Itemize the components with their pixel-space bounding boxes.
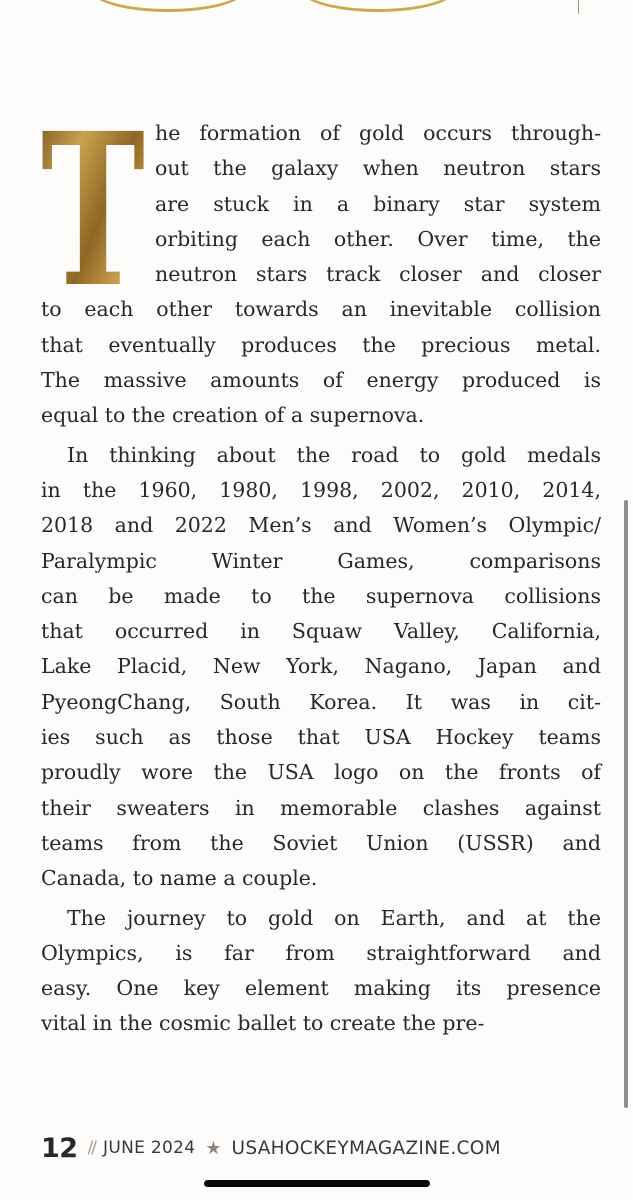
- text-line: Canada, to name a couple.: [41, 866, 318, 891]
- gold-arc-ornament: [300, 0, 456, 12]
- paragraph: [41, 438, 601, 897]
- text-line: teams from the Soviet Union (USSR) and: [41, 830, 601, 855]
- text-line: orbiting each other. Over time, the: [155, 226, 601, 251]
- text-line: their sweaters in memorable clashes against: [41, 795, 601, 820]
- text-line: In thinking about the road to gold medals: [67, 442, 601, 467]
- text-line: ies such as those that USA Hockey teams: [41, 725, 601, 750]
- page-footer: [41, 1133, 611, 1163]
- website-url: USAHOCKEYMAGAZINE.COM: [231, 1137, 501, 1159]
- text-line: The journey to gold on Earth, and at the: [67, 905, 601, 930]
- text-line: are stuck in a binary star system: [155, 191, 601, 216]
- text-line: out the galaxy when neutron stars: [155, 156, 601, 181]
- text-line: to each other towards an inevitable collision: [41, 297, 601, 322]
- text-line: vital in the cosmic ballet to create the pre-: [41, 1011, 485, 1036]
- text-line: The massive amounts of energy produced is: [41, 368, 601, 393]
- text-line: Lake Placid, New York, Nagano, Japan and: [41, 654, 601, 679]
- text-line: that eventually produces the precious metal.: [41, 332, 601, 357]
- text-line: in the 1960, 1980, 1998, 2002, 2010, 2014,: [41, 477, 601, 502]
- text-line: neutron stars track closer and closer: [155, 262, 601, 287]
- issue-date: JUNE 2024: [103, 1138, 196, 1158]
- page-number: 12: [41, 1132, 78, 1164]
- text-line: that occurred in Squaw Valley, California,: [41, 619, 601, 644]
- top-decoration: [0, 0, 633, 14]
- text-line: easy. One key element making its presence: [41, 976, 601, 1001]
- text-line: PyeongChang, South Korea. It was in cit-: [41, 689, 601, 714]
- text-line: Paralympic Winter Games, comparisons: [41, 548, 601, 573]
- star-icon: ★: [205, 1137, 222, 1159]
- divider: [578, 0, 579, 14]
- drop-cap-letter: T: [41, 87, 145, 334]
- separator: //: [87, 1138, 96, 1158]
- text-line: 2018 and 2022 Men’s and Women’s Olympic/: [41, 513, 601, 538]
- gold-arc-ornament: [90, 0, 246, 12]
- drop-cap: [41, 87, 145, 334]
- scrollbar[interactable]: [624, 500, 628, 1108]
- text-line: he formation of gold occurs through-: [155, 121, 601, 145]
- text-line: can be made to the supernova collisions: [41, 583, 601, 608]
- text-line: proudly wore the USA logo on the fronts of: [41, 760, 601, 785]
- text-line: equal to the creation of a supernova.: [41, 403, 425, 428]
- text-line: Olympics, is far from straightforward and: [41, 940, 601, 965]
- home-indicator[interactable]: [204, 1180, 430, 1187]
- paragraph: [41, 901, 601, 1042]
- article-body: [41, 87, 601, 1042]
